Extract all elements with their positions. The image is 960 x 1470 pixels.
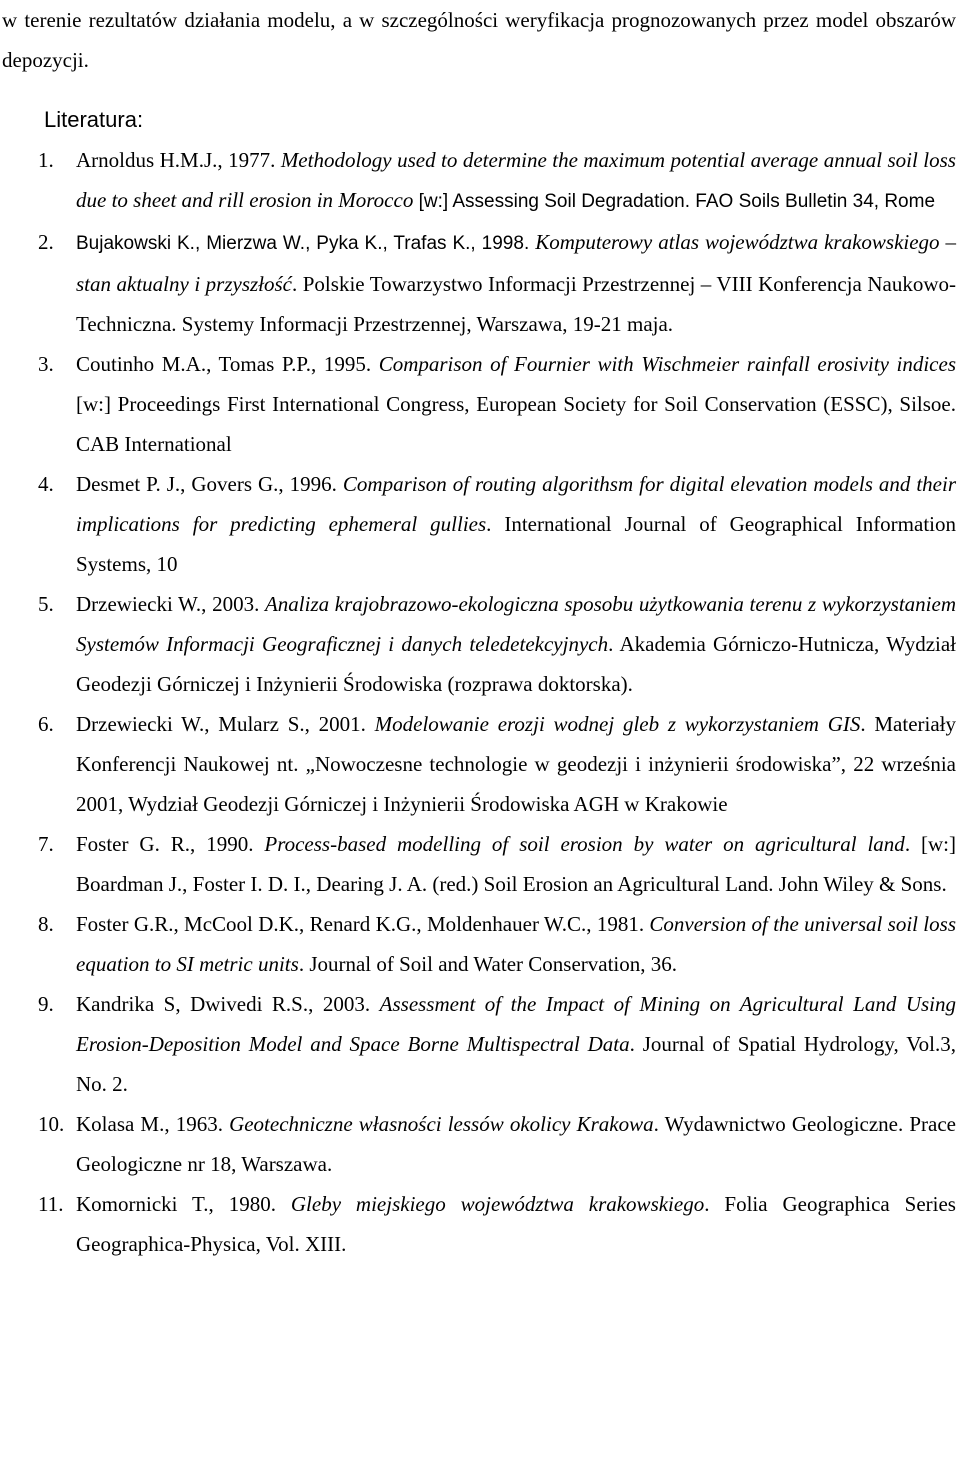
reference-details: . International Journal of Geographical Information Systems, 10 (76, 512, 957, 576)
reference-item (0, 984, 960, 1104)
reference-item (0, 1184, 960, 1264)
reference-title: Assessment of the Impact of Mining on Agricultural Land Using Erosion-Deposition Model and Space Borne Multispectral Data (76, 992, 957, 1056)
reference-number: 11. (38, 1192, 64, 1216)
reference-authors: Foster G. R., 1990. (76, 832, 265, 856)
reference-details: . Materiały Konferencji Naukowej nt. „Nowoczesne technologie w geodezji i inżynierii środowiska”, 22 września 2001, Wydział Geodezji Górniczej i Inżynierii Środowiska AGH w Krakowie (76, 712, 956, 816)
reference-details: [w:] Proceedings First International Congress, European Society for Soil Conservation (ESSC), Silsoe. CAB International (76, 392, 956, 456)
reference-item (0, 464, 960, 584)
reference-number: 8. (38, 912, 54, 936)
reference-details: [w:] Assessing Soil Degradation. FAO Soils Bulletin 34, Rome (413, 191, 936, 212)
reference-title: Comparison of routing algorithsm for digital elevation models and their implications for predicting ephemeral gullies (76, 472, 956, 536)
reference-item (0, 222, 960, 344)
reference-title: Methodology used to determine the maximum potential average annual soil loss due to sheet and rill erosion in Morocco (76, 148, 956, 212)
reference-authors: Bujakowski K., Mierzwa W., Pyka K., Trafas K., 1998. (76, 233, 536, 254)
reference-title: Geotechniczne własności lessów okolicy Krakowa (229, 1112, 654, 1136)
reference-details: . Journal of Spatial Hydrology, Vol.3, No. 2. (76, 1032, 956, 1096)
reference-title: Comparison of Fournier with Wischmeier rainfall erosivity indices (378, 352, 956, 376)
reference-authors: Foster G.R., McCool D.K., Renard K.G., Moldenhauer W.C., 1981. (76, 912, 650, 936)
reference-item (0, 1104, 960, 1184)
reference-title: Conversion of the universal soil loss equation to SI metric units (76, 912, 956, 976)
reference-title: Analiza krajobrazowo-ekologiczna sposobu użytkowania terenu z wykorzystaniem Systemów Informacji Geograficznej i danych teledetekcyjnych (76, 592, 956, 656)
reference-title: Gleby miejskiego województwa krakowskiego (290, 1192, 705, 1216)
reference-item (0, 344, 960, 464)
reference-authors: Drzewiecki W., Mularz S., 2001. (76, 712, 375, 736)
reference-number: 1. (38, 148, 54, 172)
reference-authors: Kolasa M., 1963. (76, 1112, 230, 1136)
reference-item (0, 824, 960, 904)
intro-paragraph: w terenie rezultatów działania modelu, a w szczególności weryfikacja prognozowanych przez model obszarów depozycji. (2, 8, 956, 72)
reference-number: 5. (38, 592, 54, 616)
reference-authors: Drzewiecki W., 2003. (76, 592, 265, 616)
reference-number: 10. (38, 1112, 65, 1136)
reference-number: 4. (38, 472, 54, 496)
reference-number: 7. (38, 832, 54, 856)
reference-details: . Journal of Soil and Water Conservation, 36. (298, 952, 678, 976)
reference-item (0, 140, 960, 222)
reference-item (0, 704, 960, 824)
reference-list (0, 140, 960, 1264)
reference-authors: Kandrika S, Dwivedi R.S., 2003. (76, 992, 380, 1016)
reference-item (0, 904, 960, 984)
reference-authors: Desmet P. J., Govers G., 1996. (76, 472, 343, 496)
reference-authors: Coutinho M.A., Tomas P.P., 1995. (76, 352, 379, 376)
reference-authors: Komornicki T., 1980. (76, 1192, 291, 1216)
reference-title: Modelowanie erozji wodnej gleb z wykorzystaniem GIS (374, 712, 861, 736)
reference-number: 6. (38, 712, 54, 736)
references-heading: Literatura: (44, 107, 144, 132)
reference-number: 9. (38, 992, 54, 1016)
reference-details: . [w:] Boardman J., Foster I. D. I., Dearing J. A. (red.) Soil Erosion an Agricultural Land. John Wiley & Sons. (76, 832, 956, 896)
reference-title: Komputerowy atlas województwa krakowskiego – stan aktualny i przyszłość (76, 230, 956, 296)
reference-details: . Wydawnictwo Geologiczne. Prace Geologiczne nr 18, Warszawa. (76, 1112, 956, 1176)
reference-details: . Polskie Towarzystwo Informacji Przestrzennej – VIII Konferencja Naukowo-Techniczna. Systemy Informacji Przestrzennej, Warszawa, 19-21 maja. (76, 272, 956, 336)
reference-number: 2. (38, 230, 54, 254)
reference-title: Process-based modelling of soil erosion by water on agricultural land (264, 832, 905, 856)
reference-details: . Folia Geographica Series Geographica-Physica, Vol. XIII. (76, 1192, 956, 1256)
reference-number: 3. (38, 352, 54, 376)
reference-item (0, 584, 960, 704)
reference-details: . Akademia Górniczo-Hutnicza, Wydział Geodezji Górniczej i Inżynierii Środowiska (rozprawa doktorska). (76, 632, 957, 696)
reference-authors: Arnoldus H.M.J., 1977. (76, 148, 281, 172)
